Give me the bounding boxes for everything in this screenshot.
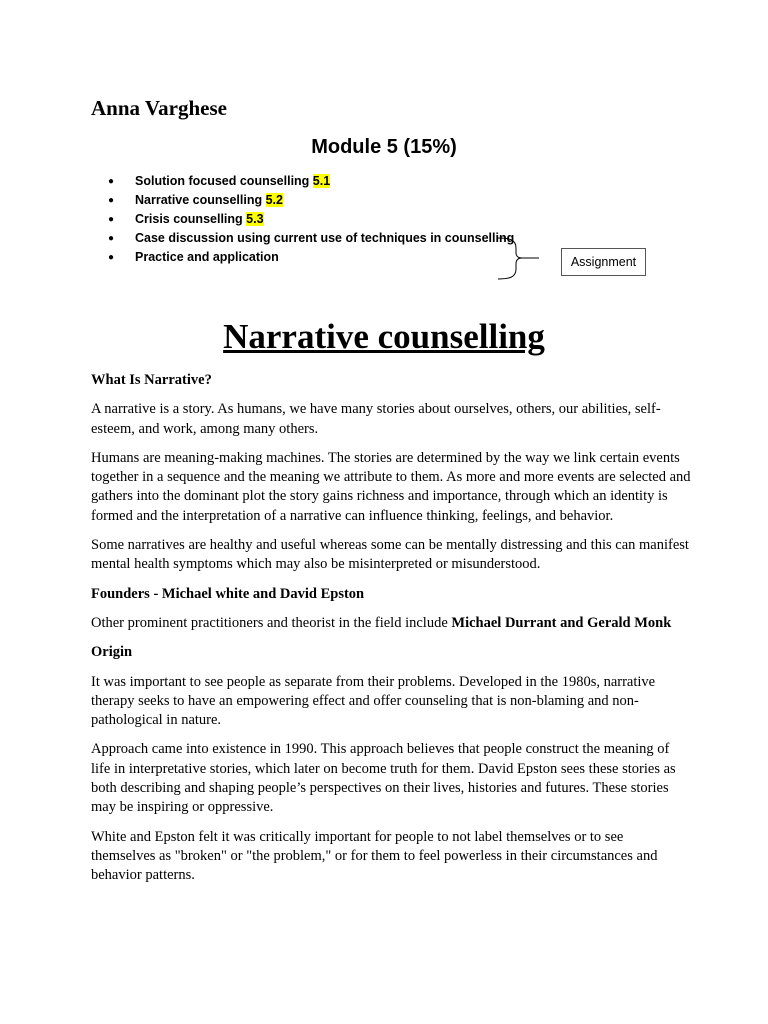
paragraph: Humans are meaning-making machines. The stories are determined by the way we link certain events together in a sequence and the meaning we attribute to them. As more and more events are selected and gathers into the dominant plot the story gains richness and importance, through which an identity is formed and the interpretation of a narrative can influence thinking, feelings, and behavior. (91, 449, 691, 524)
topic-list (108, 172, 514, 267)
bullet-icon: ● (108, 176, 115, 187)
bullet-icon: ● (108, 214, 115, 225)
bullet-icon: ● (108, 252, 115, 263)
document-title: Narrative counselling (223, 317, 545, 356)
curly-brace-icon (496, 236, 546, 281)
paragraph: Approach came into existence in 1990. This approach believes that people construct the meaning of life in interpretative stories, which later on become truth for them. David Epston sees these stories as both describing and shaping people’s perspectives on their lives, histories and futures. These stories may be inspiring or oppressive. (91, 741, 676, 816)
bullet-icon: ● (108, 195, 115, 206)
module-title: Module 5 (15%) (311, 136, 457, 158)
highlight-tag: 5.2 (265, 193, 283, 207)
section-heading: What Is Narrative? (91, 372, 212, 388)
paragraph: Other prominent practitioners and theorist in the field include Michael Durrant and Gerald Monk (91, 614, 672, 631)
list-item: ● Case discussion using current use of techniques in counselling (108, 229, 514, 248)
list-item: ● Narrative counselling 5.2 (108, 191, 514, 210)
section-heading: Origin (91, 644, 133, 661)
bold-names: Michael Durrant and Gerald Monk (451, 614, 672, 631)
document-body (91, 371, 691, 896)
highlight-tag: 5.1 (312, 174, 331, 188)
paragraph: A narrative is a story. As humans, we have many stories about ourselves, others, our abilities, self-esteem, and work, among many others. (91, 401, 661, 437)
list-item: ● Solution focused counselling 5.1 (108, 172, 514, 191)
author-name: Anna Varghese (91, 96, 227, 120)
paragraph: White and Epston felt it was critically important for people to not label themselves or to see themselves as "broken" or "the problem," or for them to feel powerless in their circumstances and behavior patterns. (91, 828, 658, 884)
paragraph: It was important to see people as separate from their problems. Developed in the 1980s, narrative therapy seeks to have an empowering effect and offer counseling that is non-blaming and non-pathological in nature. (91, 673, 656, 729)
highlight-tag: 5.3 (246, 212, 264, 226)
list-item: ● Crisis counselling 5.3 (108, 210, 514, 229)
bullet-icon: ● (108, 233, 115, 244)
paragraph: Some narratives are healthy and useful whereas some can be mentally distressing and this can manifest mental health symptoms which may also be misinterpreted or misunderstood. (91, 537, 689, 573)
founders-heading: Founders - Michael white and David Epston (91, 585, 365, 602)
list-item: ● Practice and application (108, 248, 514, 267)
assignment-box: Assignment (561, 248, 646, 276)
